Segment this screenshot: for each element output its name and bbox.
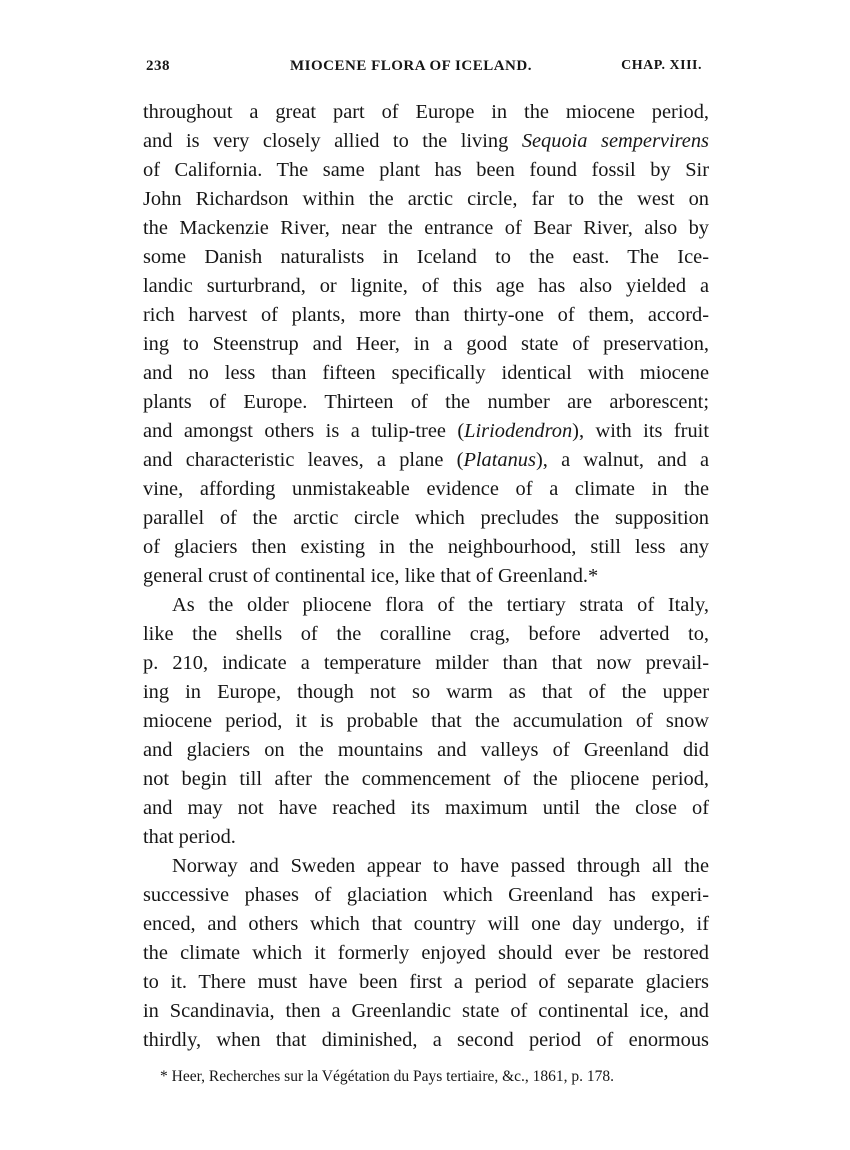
text-line: and may not have reached its maximum until the close of — [143, 797, 709, 819]
text-line: p. 210, indicate a temperature milder than that now prevail- — [143, 652, 709, 674]
text-line: and amongst others is a tulip-tree (Liriodendron), with its fruit — [143, 420, 709, 442]
text-line: successive phases of glaciation which Greenland has experi- — [143, 884, 709, 906]
body-text — [143, 98, 709, 1055]
text-line: and characteristic leaves, a plane (Platanus), a walnut, and a — [143, 449, 709, 471]
page-number: 238 — [146, 58, 170, 74]
text-line: the climate which it formerly enjoyed should ever be restored — [143, 942, 709, 964]
running-header — [140, 58, 706, 84]
text-line: the Mackenzie River, near the entrance of Bear River, also by — [143, 217, 709, 239]
text-line: general crust of continental ice, like that of Greenland.* — [143, 565, 599, 587]
text-line: and is very closely allied to the living Sequoia sempervirens — [143, 130, 709, 152]
text-line: and no less than fifteen specifically identical with miocene — [143, 362, 709, 384]
text-line: Norway and Sweden appear to have passed through all the — [172, 855, 709, 877]
text-line: throughout a great part of Europe in the miocene period, — [143, 101, 709, 123]
text-line: John Richardson within the arctic circle, far to the west on — [143, 188, 709, 210]
text-line: not begin till after the commencement of the pliocene period, — [143, 768, 709, 790]
text-line: miocene period, it is probable that the accumulation of snow — [143, 710, 709, 732]
text-line: ing to Steenstrup and Heer, in a good state of preservation, — [143, 333, 709, 355]
text-line: like the shells of the coralline crag, before adverted to, — [143, 623, 709, 645]
text-line: plants of Europe. Thirteen of the number are arborescent; — [143, 391, 709, 413]
text-line: that period. — [143, 826, 236, 848]
running-title: MIOCENE FLORA OF ICELAND. — [290, 58, 532, 74]
text-line: landic surturbrand, or lignite, of this age has also yielded a — [143, 275, 709, 297]
text-line: parallel of the arctic circle which precludes the supposition — [143, 507, 709, 529]
text-line: in Scandinavia, then a Greenlandic state of continental ice, and — [143, 1000, 709, 1022]
text-line: of glaciers then existing in the neighbourhood, still less any — [143, 536, 709, 558]
chapter-label: CHAP. XIII. — [621, 58, 702, 73]
text-line: rich harvest of plants, more than thirty-one of them, accord- — [143, 304, 709, 326]
text-line: enced, and others which that country will one day undergo, if — [143, 913, 709, 935]
text-line: of California. The same plant has been found fossil by Sir — [143, 159, 709, 181]
text-line: As the older pliocene flora of the tertiary strata of Italy, — [172, 594, 709, 616]
text-line: and glaciers on the mountains and valleys of Greenland did — [143, 739, 709, 761]
footnote: * Heer, Recherches sur la Végétation du Pays tertiaire, &c., 1861, p. 178. — [160, 1068, 615, 1085]
text-line: ing in Europe, though not so warm as that of the upper — [143, 681, 709, 703]
text-line: vine, affording unmistakeable evidence of a climate in the — [143, 478, 709, 500]
text-line: to it. There must have been first a period of separate glaciers — [143, 971, 709, 993]
text-line: some Danish naturalists in Iceland to the east. The Ice- — [143, 246, 709, 268]
text-line: thirdly, when that diminished, a second period of enormous — [143, 1029, 709, 1051]
